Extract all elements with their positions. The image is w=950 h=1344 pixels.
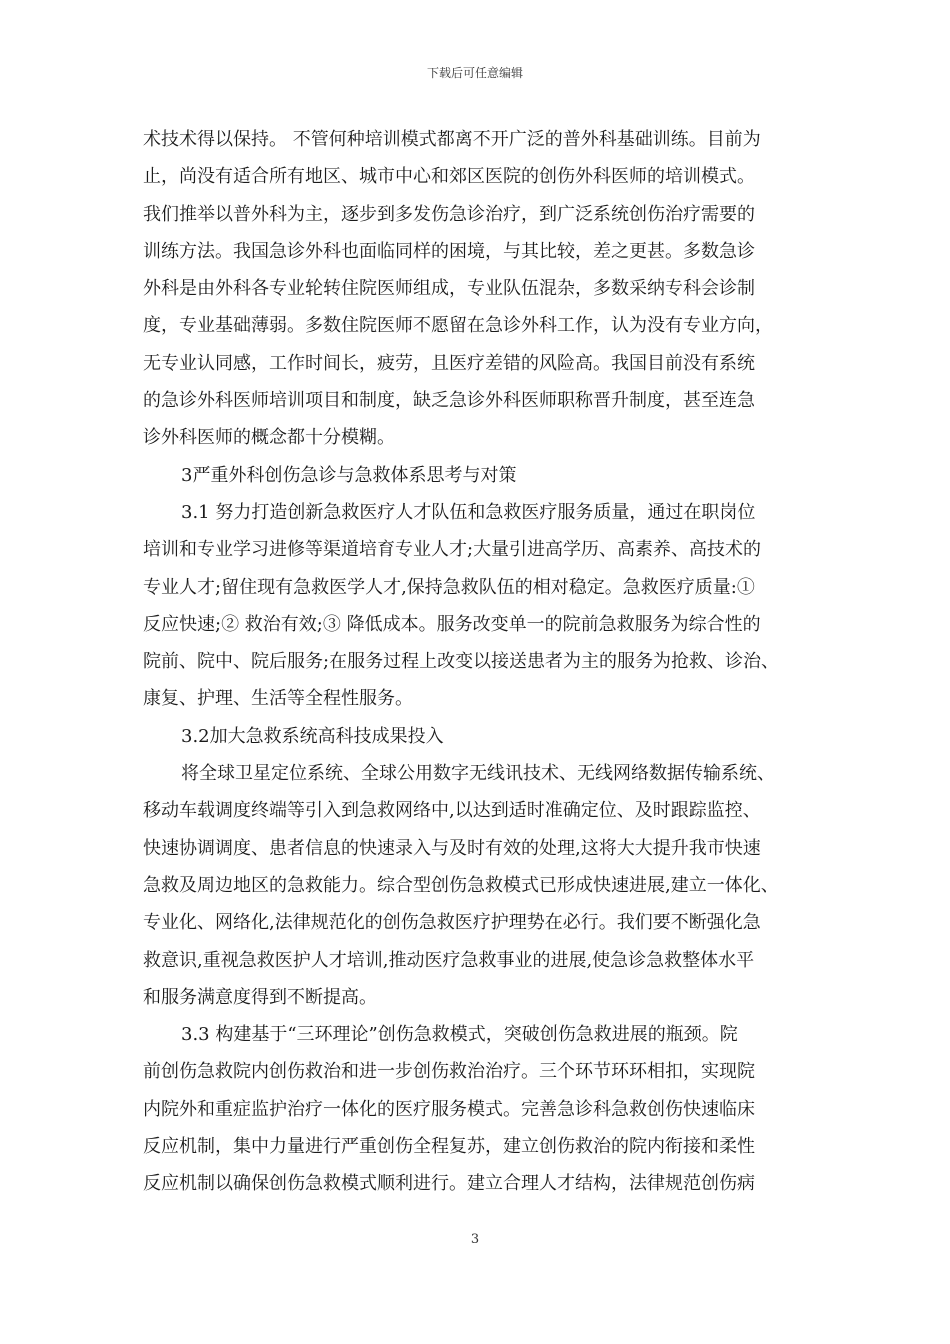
body-line: 专业人才;留住现有急救医学人才,保持急救队伍的相对稳定。急救医疗质量:①	[143, 576, 755, 598]
page-header: 下载后可任意编辑	[426, 66, 523, 80]
body-line: 院前、院中、院后服务;在服务过程上改变以接送患者为主的服务为抢救、诊治、	[143, 651, 780, 673]
body-line: 前创伤急救院内创伤救治和进一步创伤救治治疗。三个环节环环相扣，实现院	[143, 1061, 755, 1083]
section-heading: 3严重外科创伤急诊与急救体系思考与对策	[181, 464, 517, 486]
page-number: 3	[470, 1232, 480, 1247]
body-line: 康复、护理、生活等全程性服务。	[143, 688, 413, 710]
body-line: 术技术得以保持。 不管何种培训模式都离不开广泛的普外科基础训练。目前为	[143, 129, 761, 150]
body-line: 训练方法。我国急诊外科也面临同样的困境，与其比较，差之更甚。多数急诊	[143, 240, 755, 262]
body-line: 救意识,重视急救医护人才培训,推动医疗急救事业的进展,使急诊急救整体水平	[143, 949, 755, 971]
body-line: 和服务满意度得到不断提高。	[143, 986, 377, 1008]
body-line: 反应机制以确保创伤急救模式顺利进行。建立合理人才结构，法律规范创伤病	[143, 1173, 755, 1195]
body-line: 的急诊外科医师培训项目和制度，缺乏急诊外科医师职称晋升制度，甚至连急	[143, 390, 755, 412]
section-heading: 3.2加大急救系统高科技成果投入	[181, 725, 444, 747]
body-line: 止，尚没有适合所有地区、城市中心和郊区医院的创伤外科医师的培训模式。	[143, 166, 755, 188]
body-line: 无专业认同感，工作时间长，疲劳，且医疗差错的风险高。我国目前没有系统	[143, 352, 755, 374]
body-line: 度，专业基础薄弱。多数住院医师不愿留在急诊外科工作，认为没有专业方向，	[143, 315, 773, 337]
body-line: 我们推举以普外科为主，逐步到多发伤急诊治疗，到广泛系统创伤治疗需要的	[143, 203, 755, 225]
body-line: 将全球卫星定位系统、全球公用数字无线讯技术、无线网络数据传输系统、	[181, 763, 775, 785]
body-line: 3.1 努力打造创新急救医疗人才队伍和急救医疗服务质量，通过在职岗位	[181, 501, 756, 523]
body-line: 反应机制，集中力量进行严重创伤全程复苏，建立创伤救治的院内衔接和柔性	[143, 1136, 755, 1158]
body-line: 培训和专业学习进修等渠道培育专业人才;大量引进高学历、高素养、高技术的	[143, 539, 762, 561]
body-line: 急救及周边地区的急救能力。综合型创伤急救模式已形成快速进展,建立一体化、	[143, 874, 779, 896]
body-line: 3.3 构建基于“三环理论”创伤急救模式，突破创伤急救进展的瓶颈。院	[181, 1024, 738, 1046]
document-body	[143, 121, 808, 1203]
body-line: 反应快速;② 救治有效;③ 降低成本。服务改变单一的院前急救服务为综合性的	[143, 613, 761, 635]
body-line: 快速协调调度、患者信息的快速录入与及时有效的处理,这将大大提升我市快速	[143, 837, 761, 859]
body-line: 专业化、网络化,法律规范化的创伤急救医疗护理势在必行。我们要不断强化急	[143, 912, 761, 934]
body-line: 诊外科医师的概念都十分模糊。	[143, 427, 395, 449]
body-line: 外科是由外科各专业轮转住院医师组成，专业队伍混杂，多数采纳专科会诊制	[143, 278, 755, 300]
body-line: 内院外和重症监护治疗一体化的医疗服务模式。完善急诊科急救创伤快速临床	[143, 1098, 755, 1120]
body-line: 移动车载调度终端等引入到急救网络中,以达到适时准确定位、及时跟踪监控、	[143, 800, 761, 822]
